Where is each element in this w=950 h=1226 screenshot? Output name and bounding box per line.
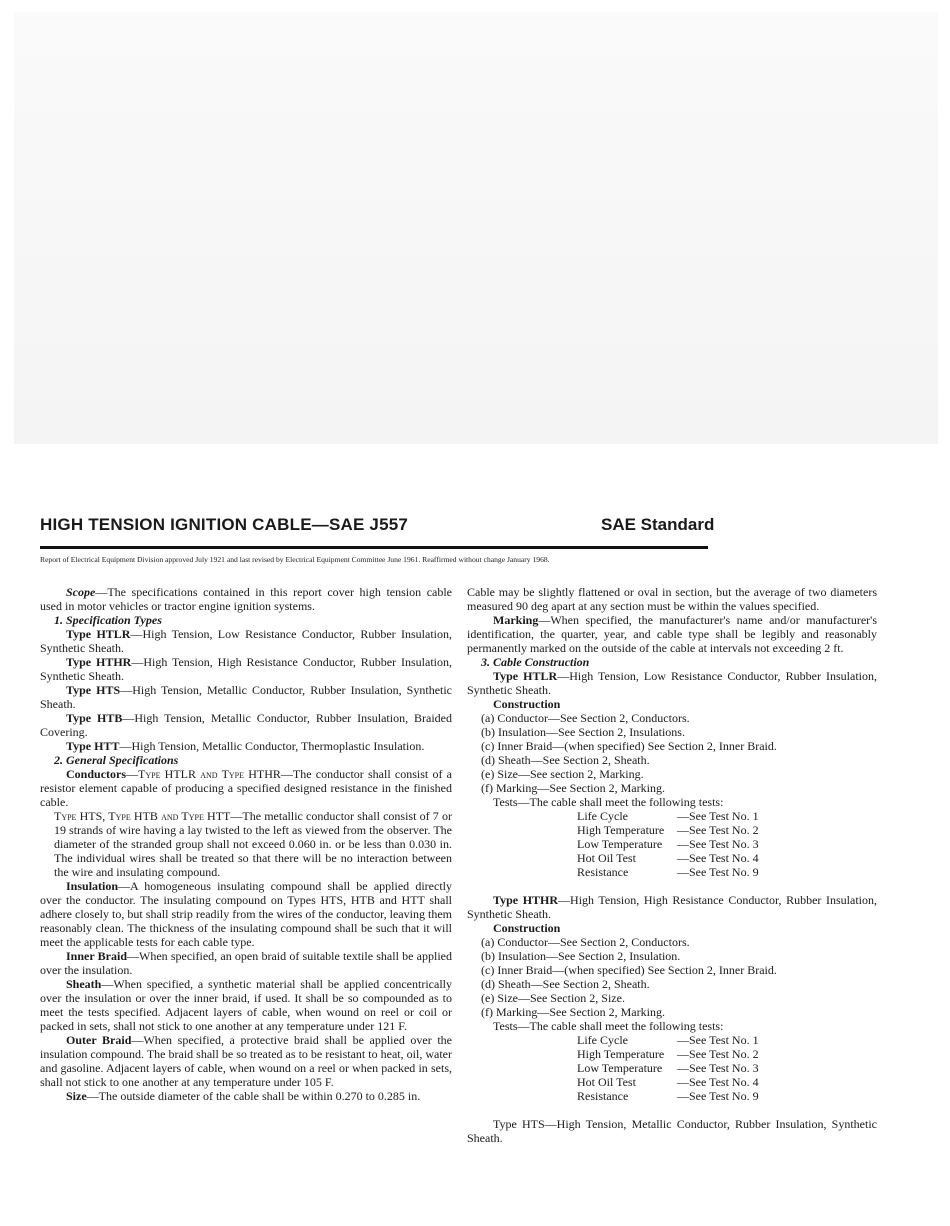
type-htlr-paragraph [40,627,452,655]
size-paragraph [40,1089,452,1103]
type-text: —High Tension, Low Resistance Conductor, Rubber Insulation, Synthetic Sheath. [40,627,453,655]
sheath-paragraph [40,977,452,1033]
table-row [577,823,759,837]
list-item: (e) Size—See section 2, Marking. [481,767,644,781]
type-text: —High Tension, High Resistance Conductor, Rubber Insulation, Synthetic Sheath. [40,655,452,683]
list-item: (b) Insulation—See Section 2, Insulations. [481,725,685,739]
list-item: (e) Size—See Section 2, Size. [481,991,625,1005]
test-ref: —See Test No. 2 [677,1047,759,1061]
list-item: (c) Inner Braid—(when specified) See Section 2, Inner Braid. [481,963,777,977]
marking-paragraph [467,613,877,655]
size-text: —The outside diameter of the cable shall be within 0.270 to 0.285 in. [86,1089,421,1103]
blank-scan-area [14,12,938,444]
test-name: Hot Oil Test [577,851,636,865]
htlr-label: Type HTLR [493,669,558,683]
test-name: Resistance [577,865,629,879]
standard-label: SAE Standard [601,515,715,534]
hthr-tests-table [577,1033,759,1103]
table-row [577,837,759,851]
table-row [577,851,759,865]
outer-braid-text: —When specified, a protective braid shall be applied over the insulation compound. The braid shall be so treated as to be resistant to heat, oil, water and gasoline. Adjacent layers of cable, when wound on a reel or when packed in sets, shall not stick to one another at any temperature under 105 F. [40,1033,453,1089]
list-item: (c) Inner Braid—(when specified) See Section 2, Inner Braid. [481,739,777,753]
test-name: Life Cycle [577,809,628,823]
conductors-paragraph [40,767,452,809]
left-column [40,585,452,1103]
hts-paragraph [467,1117,877,1145]
hthr-construction-heading: Construction [493,921,561,935]
section-2-heading: 2. General Specifications [54,753,179,767]
test-name: Resistance [577,1089,629,1103]
inner-braid-text: —When specified, an open braid of suitable textile shall be applied over the insulation. [40,949,452,977]
marking-label: Marking [493,613,539,627]
size-continued: Cable may be slightly flattened or oval in section, but the average of two diameters measured 90 deg apart at any section must be within the values specified. [467,585,877,613]
conductors-types: —Type HTLR and Type HTHR [126,767,281,781]
section-1-heading: 1. Specification Types [54,613,162,627]
test-name: High Temperature [577,1047,665,1061]
insulation-label: Insulation [66,879,119,893]
table-row [577,1033,759,1047]
scope-paragraph [40,585,452,613]
list-item: (f) Marking—See Section 2, Marking. [481,1005,665,1019]
conductors-label: Conductors [66,767,127,781]
test-ref: —See Test No. 4 [677,851,759,865]
table-row [577,1075,759,1089]
document-title: HIGH TENSION IGNITION CABLE—SAE J557 [40,515,409,534]
type-label: Type HTT [66,739,120,753]
type-hthr-paragraph [40,655,452,683]
sheath-text: —When specified, a synthetic material shall be applied concentrically over the insulation or over the inner braid, if used. It shall be so compounded as to meet the tests specified. Adjacent layers of cable, when wound on reel or coil or packed in sets, shall not stick to one another at any temperature under 121 F. [40,977,452,1033]
inner-braid-label: Inner Braid [66,949,127,963]
type-label: Type HTB [66,711,123,725]
scope-label: Scope [66,585,96,599]
list-item: (f) Marking—See Section 2, Marking. [481,781,665,795]
htlr-tests-table [577,809,759,879]
outer-braid-label: Outer Braid [66,1033,132,1047]
type-label: Type HTS [66,683,121,697]
test-ref: —See Test No. 3 [677,837,759,851]
table-row [577,809,759,823]
metallic-conductor-paragraph [40,809,452,879]
type-htt-paragraph [40,739,452,753]
outer-braid-paragraph [40,1033,452,1089]
test-ref: —See Test No. 9 [677,1089,759,1103]
test-name: Hot Oil Test [577,1075,636,1089]
type-hts-paragraph [40,683,452,711]
htlr-construction-heading: Construction [493,697,561,711]
hts-text: —High Tension, Metallic Conductor, Rubber Insulation, Synthetic Sheath. [467,1117,877,1145]
hthr-tests-intro: Tests—The cable shall meet the following tests: [493,1019,724,1033]
type-label: Type HTLR [66,627,131,641]
test-ref: —See Test No. 4 [677,1075,759,1089]
test-name: Life Cycle [577,1033,628,1047]
type-text: —High Tension, Metallic Conductor, Rubber Insulation, Braided Covering. [40,711,452,739]
type-label: Type HTHR [66,655,132,669]
table-row [577,1089,759,1103]
test-name: Low Temperature [577,837,663,851]
insulation-paragraph [40,879,452,949]
table-row [577,1061,759,1075]
type-htb-paragraph [40,711,452,739]
test-name: High Temperature [577,823,665,837]
test-ref: —See Test No. 1 [677,1033,759,1047]
htlr-text: —High Tension, Low Resistance Conductor, Rubber Insulation, Synthetic Sheath. [467,669,877,697]
table-row [577,1047,759,1061]
sheath-label: Sheath [66,977,102,991]
metallic-types: Type HTS, Type HTB and Type HTT [54,809,231,823]
table-row [577,865,759,879]
type-text: —High Tension, Metallic Conductor, Rubber Insulation, Synthetic Sheath. [40,683,453,711]
hthr-paragraph [467,893,877,921]
metallic-text: —The metallic conductor shall consist of 7 or 19 strands of wire having a lay twisted to the left as viewed from the observer. The diameter of the stranded group shall not exceed 0.060 in. or be less than 0.030 in. The individual wires shall be treated so that there will be no interaction between the wire and insulating compound. [54,809,452,879]
report-note: Report of Electrical Equipment Division approved July 1921 and last revised by Electrical Equipment Committee June 1961. Reaffirmed without change January 1968. [40,555,550,564]
marking-text: —When specified, the manufacturer's name and/or manufacturer's identification, the quarter, year, and cable type shall be legibly and reasonably permanently marked on the outside of the cable at intervals not exceeding 2 ft. [467,613,877,655]
section-3-heading: 3. Cable Construction [481,655,590,669]
test-ref: —See Test No. 9 [677,865,759,879]
type-text: —High Tension, Metallic Conductor, Thermoplastic Insulation. [119,739,425,753]
hthr-text: —High Tension, High Resistance Conductor, Rubber Insulation, Synthetic Sheath. [467,893,878,921]
test-ref: —See Test No. 2 [677,823,759,837]
title-rule [40,546,708,549]
htlr-paragraph [467,669,877,697]
list-item: (d) Sheath—See Section 2, Sheath. [481,977,650,991]
test-ref: —See Test No. 3 [677,1061,759,1075]
list-item: (a) Conductor—See Section 2, Conductors. [481,711,690,725]
right-column [467,585,877,1145]
list-item: (d) Sheath—See Section 2, Sheath. [481,753,650,767]
hthr-label: Type HTHR [493,893,559,907]
conductors-text: —The conductor shall consist of a resistor element capable of producing a specified designed resistance in the finished cable. [40,767,453,809]
size-label: Size [66,1089,87,1103]
list-item: (b) Insulation—See Section 2, Insulation. [481,949,681,963]
inner-braid-paragraph [40,949,452,977]
test-ref: —See Test No. 1 [677,809,759,823]
hts-label: Type HTS [493,1117,545,1131]
list-item: (a) Conductor—See Section 2, Conductors. [481,935,690,949]
test-name: Low Temperature [577,1061,663,1075]
scope-text: —The specifications contained in this report cover high tension cable used in motor vehicles or tractor engine ignition systems. [40,585,452,613]
insulation-text: —A homogeneous insulating compound shall be applied directly over the conductor. The insulating compound on Types HTS, HTB and HTT shall adhere closely to, but shall strip readily from the wires of the conductor, leaving them reasonably clean. The thickness of the insulating compound shall be such that it will meet the applicable tests for each cable type. [40,879,452,949]
htlr-tests-intro: Tests—The cable shall meet the following tests: [493,795,724,809]
